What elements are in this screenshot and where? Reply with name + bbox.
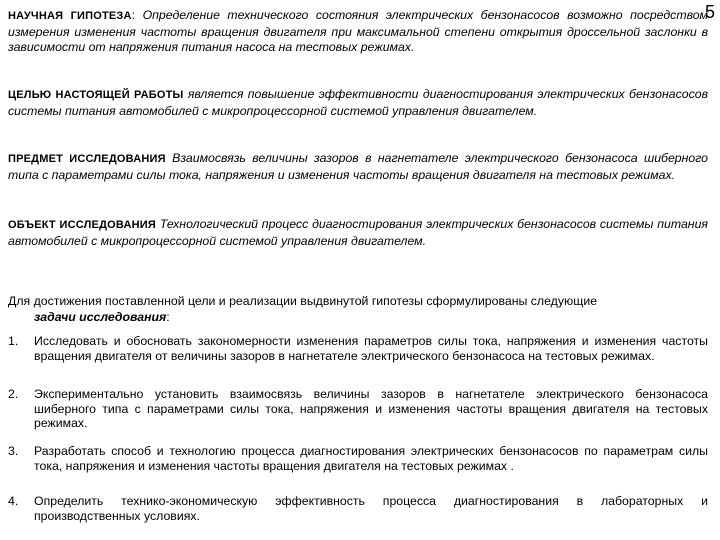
goal-paragraph bbox=[8, 87, 708, 119]
subject-label: ПРЕДМЕТ ИССЛЕДОВАНИЯ bbox=[8, 153, 166, 165]
page-number: 5 bbox=[704, 2, 715, 22]
task-text: Исследовать и обосновать закономерности изменения параметров силы тока, напряжения и изменения частоты вращения двигателя от величины зазоров в нагнетателе электрического бензонасоса на тестовых режимах. bbox=[34, 334, 708, 363]
hypothesis-text: Определение технического состояния электрических бензонасосов возможно посредством измерения изменения частоты вращения двигателя при максимальной степени открытия дроссельной заслонки в зависимости от напряжения питания насоса на тестовых режимах. bbox=[8, 8, 708, 55]
tasks-intro bbox=[8, 294, 708, 325]
task-item-1 bbox=[8, 334, 708, 363]
task-text: Разработать способ и технологию процесса диагностирования электрических бензонасосов по параметрам силы тока, напряжения и изменения частоты вращения двигателя на тестовых режимах . bbox=[34, 444, 708, 473]
task-item-4 bbox=[8, 494, 708, 523]
task-number: 4. bbox=[8, 494, 19, 508]
task-item-2 bbox=[8, 387, 708, 431]
task-text: Определить технико-экономическую эффективность процесса диагностирования в лабораторных и производственных условиях. bbox=[34, 494, 708, 523]
task-number: 3. bbox=[8, 444, 19, 458]
hypothesis-paragraph bbox=[8, 8, 708, 56]
subject-paragraph bbox=[8, 151, 708, 183]
task-item-3 bbox=[8, 444, 708, 473]
tasks-intro-suffix: : bbox=[166, 309, 170, 324]
goal-label: ЦЕЛЬЮ НАСТОЯЩЕЙ РАБОТЫ bbox=[8, 89, 184, 101]
tasks-intro-label: задачи исследования bbox=[34, 309, 167, 324]
object-label: ОБЪЕКТ ИССЛЕДОВАНИЯ bbox=[8, 219, 156, 231]
subject-text: Взаимосвязь величины зазоров в нагнетателе электрического бензонасоса шиберного типа с параметрами силы тока, напряжения и изменения частоты вращения двигателя на тестовых режимах. bbox=[8, 151, 708, 182]
object-paragraph bbox=[8, 217, 708, 249]
task-number: 1. bbox=[8, 334, 19, 348]
task-number: 2. bbox=[8, 387, 19, 401]
hypothesis-separator: : bbox=[131, 8, 136, 22]
goal-text: является повышение эффективности диагностирования электрических бензонасосов системы питания автомобилей с микропроцессорной системой управления двигателем. bbox=[8, 87, 708, 118]
hypothesis-label: НАУЧНАЯ ГИПОТЕЗА bbox=[8, 10, 132, 22]
tasks-intro-text: Для достижения поставленной цели и реализации выдвинутой гипотезы сформулированы следующие bbox=[8, 294, 598, 308]
object-text: Технологический процесс диагностирования электрических бензонасосов системы питания автомобилей с микропроцессорной системой управления двигателем. bbox=[8, 217, 708, 248]
task-text: Экспериментально установить взаимосвязь величины зазоров в нагнетателе электрического бензонасоса шиберного типа с параметрами силы тока, напряжения и изменения частоты вращения двигателя на тестовых режимах. bbox=[34, 387, 708, 431]
